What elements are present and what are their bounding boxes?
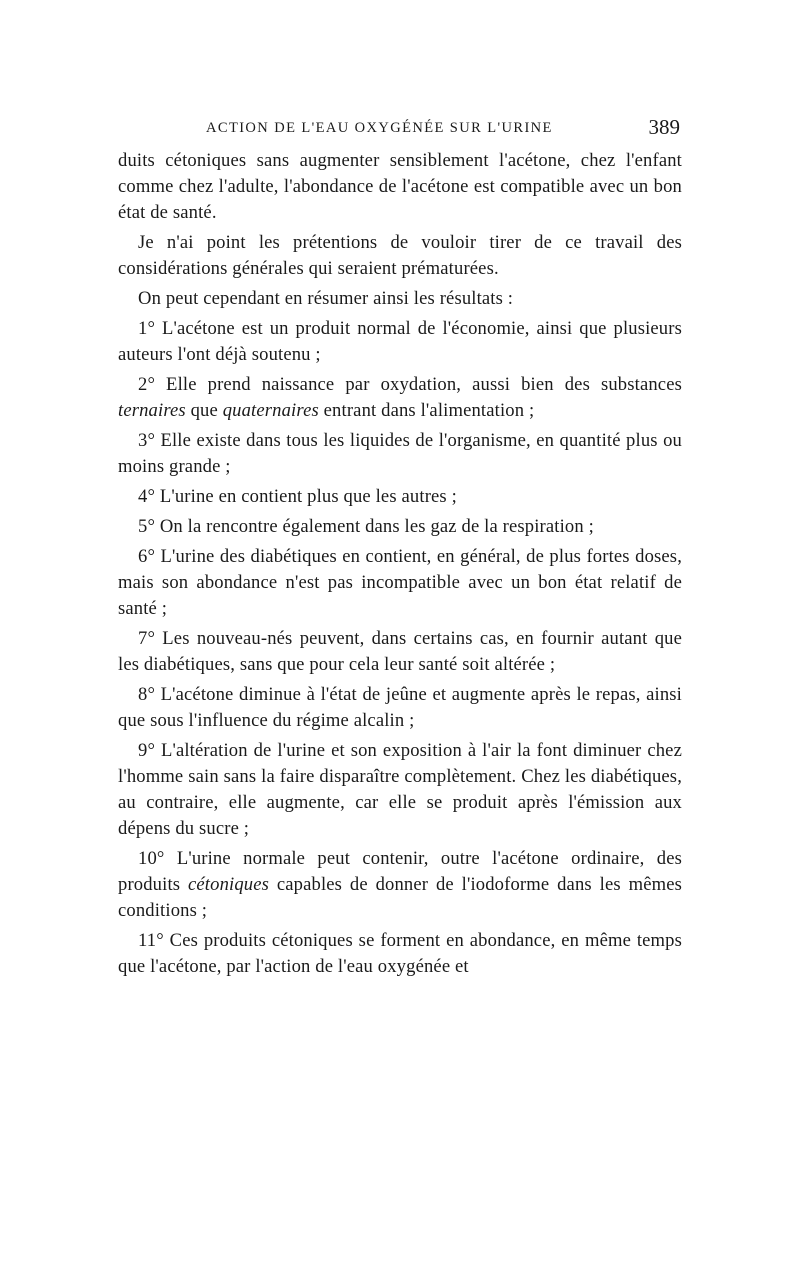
paragraph-text: 5° On la rencontre également dans les gaz de la respiration ; xyxy=(138,516,594,537)
italic-term: cétoniques xyxy=(188,874,270,895)
running-head: ACTION DE L'EAU OXYGÉNÉE SUR L'URINE xyxy=(206,120,553,136)
numbered-conclusion-9 xyxy=(118,738,682,842)
numbered-conclusion-8 xyxy=(118,682,682,734)
paragraph-text: capables de donner de l'iodoforme dans les mêmes conditions ; xyxy=(118,874,682,921)
numbered-conclusion-7 xyxy=(118,626,682,678)
numbered-conclusion-4 xyxy=(118,484,682,510)
numbered-conclusion-3 xyxy=(118,428,682,480)
numbered-conclusion-1 xyxy=(118,316,682,368)
paragraph-text: 10° L'urine normale peut contenir, outre l'acétone ordinaire, des produits xyxy=(118,848,682,895)
paragraph-text: Je n'ai point les prétentions de vouloir tirer de ce travail des considérations générales qui seraient prématurées. xyxy=(118,232,682,279)
paragraph-text: 11° Ces produits cétoniques se forment en abondance, en même temps que l'acétone, par l'action de l'eau oxygénée et xyxy=(118,930,682,977)
book-page xyxy=(118,112,682,984)
paragraph-text: 9° L'altération de l'urine et son exposition à l'air la font diminuer chez l'homme sain sans la faire disparaître complètement. Chez les diabétiques, au contraire, elle augmente, car elle se produit après l'émission aux dépens du sucre ; xyxy=(118,740,682,839)
paragraph-text: duits cétoniques sans augmenter sensiblement l'acétone, chez l'enfant comme chez l'adulte, l'abondance de l'acétone est compatible avec un bon état de santé. xyxy=(118,150,682,223)
numbered-conclusion-11 xyxy=(118,928,682,980)
paragraph-text: 8° L'acétone diminue à l'état de jeûne et augmente après le repas, ainsi que sous l'influence du régime alcalin ; xyxy=(118,684,682,731)
paragraph-continuation xyxy=(118,148,682,226)
paragraph-text: entrant dans l'alimentation ; xyxy=(318,400,535,421)
paragraph-text: 2° Elle prend naissance par oxydation, aussi bien des substances xyxy=(138,374,682,395)
paragraph-text: 4° L'urine en contient plus que les autres ; xyxy=(138,486,457,507)
body-text xyxy=(118,148,682,980)
italic-term: ternaires xyxy=(118,400,186,421)
page-header xyxy=(118,112,682,142)
paragraph xyxy=(118,230,682,282)
paragraph-text: On peut cependant en résumer ainsi les résultats : xyxy=(138,288,514,309)
italic-term: quaternaires xyxy=(222,400,319,421)
numbered-conclusion-2 xyxy=(118,372,682,424)
paragraph-text: 3° Elle existe dans tous les liquides de l'organisme, en quantité plus ou moins grande ; xyxy=(118,430,682,477)
numbered-conclusion-6 xyxy=(118,544,682,622)
numbered-conclusion-10 xyxy=(118,846,682,924)
paragraph xyxy=(118,286,682,312)
page-number: 389 xyxy=(648,115,680,139)
paragraph-text: que xyxy=(185,400,223,421)
paragraph-text: 7° Les nouveau-nés peuvent, dans certains cas, en fournir autant que les diabétiques, sans que pour cela leur santé soit altérée ; xyxy=(118,628,682,675)
paragraph-text: 1° L'acétone est un produit normal de l'économie, ainsi que plusieurs auteurs l'ont déjà soutenu ; xyxy=(118,318,682,365)
paragraph-text: 6° L'urine des diabétiques en contient, en général, de plus fortes doses, mais son abondance n'est pas incompatible avec un bon état relatif de santé ; xyxy=(118,546,682,619)
numbered-conclusion-5 xyxy=(118,514,682,540)
